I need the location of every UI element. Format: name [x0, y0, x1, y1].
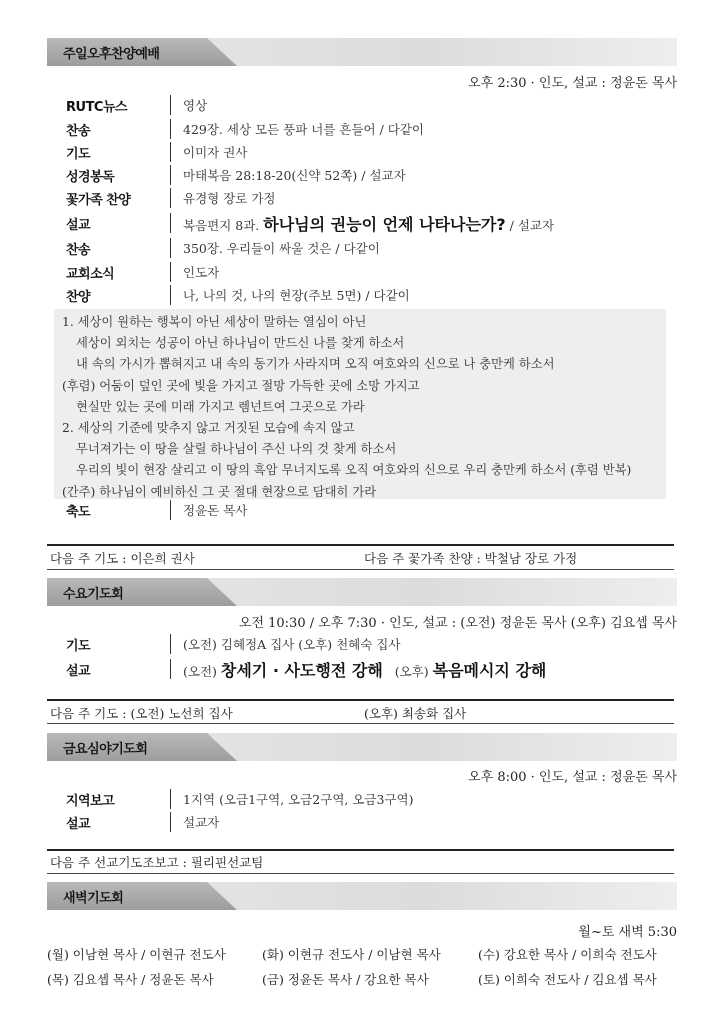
dawn-schedule-cell: (월) 이남현 목사 / 이현규 전도사 [47, 947, 226, 962]
row-value: 정윤돈 목사 [183, 503, 248, 518]
program-row-sermon [66, 658, 546, 680]
row-key: 축도 [66, 504, 91, 520]
program-row [66, 261, 219, 283]
next-week-flower: 다음 주 꽃가족 찬양 : 박철남 장로 가정 [364, 551, 578, 566]
program-row-sermon [66, 212, 554, 234]
row-value: 설교자 [183, 815, 220, 830]
divider [170, 500, 171, 520]
divider [170, 659, 171, 679]
row-value: 이미자 권사 [183, 145, 248, 160]
divider [170, 165, 171, 185]
row-value: 1지역 (오금1구역, 오금2구역, 오금3구역) [183, 792, 414, 807]
divider [170, 213, 171, 233]
next-week-prayer: 다음 주 기도 : 이은희 권사 [50, 551, 195, 566]
lyrics-line: (간주) 하나님이 예비하신 그 곳 절대 현장으로 담대히 가라 [62, 484, 377, 499]
pm-label: (오후) [394, 663, 429, 679]
next-week-am: 다음 주 기도 : (오전) 노선희 집사 [50, 706, 233, 721]
row-value: 마태복음 28:18-20(신약 52쪽) / 설교자 [183, 168, 406, 183]
lyrics-line: 우리의 빛이 현장 살리고 이 땅의 흑암 무너지도록 오직 여호와의 신으로 우리 충만케 하소서 (후렴 반복) [76, 463, 632, 478]
row-value: 영상 [183, 98, 208, 113]
section-header-friday [47, 733, 677, 761]
lyrics-line: 세상이 외치는 성공이 아닌 하나님이 만드신 나를 찾게 하소서 [76, 336, 405, 351]
sermon-speaker: / 설교자 [509, 217, 555, 233]
dawn-schedule-cell: (토) 이희숙 전도사 / 김요셉 목사 [478, 972, 657, 987]
next-week-mission: 다음 주 선교기도조보고 : 필리핀선교팀 [50, 855, 264, 870]
lyrics-line: 현실만 있는 곳에 미래 가지고 렘넌트여 그곳으로 가라 [76, 399, 365, 414]
row-value: (오전) 김혜정A 집사 (오후) 천혜숙 집사 [183, 637, 401, 652]
program-row [66, 788, 413, 810]
program-row [66, 187, 275, 209]
row-key: 설교 [66, 663, 91, 679]
divider [170, 812, 171, 832]
divider [170, 119, 171, 139]
row-value: 나, 나의 것, 나의 현장(주보 5면) / 다같이 [183, 288, 410, 303]
program-row [66, 284, 410, 306]
service-info: 월~토 새벽 5:30 [578, 925, 677, 940]
row-key: 설교 [66, 816, 91, 832]
lyrics-box [54, 309, 666, 499]
program-row [66, 164, 406, 186]
divider [170, 238, 171, 258]
dawn-schedule-cell: (금) 정윤돈 목사 / 강요한 목사 [262, 972, 429, 987]
lyrics-line: 2. 세상의 기준에 맞추지 않고 거짓된 모습에 속지 않고 [62, 421, 355, 436]
lyrics-line: 내 속의 가시가 뽑혀지고 내 속의 동기가 사라지며 오직 여호와의 신으로 나 충만케 하소서 [76, 357, 555, 372]
divider [170, 188, 171, 208]
divider [170, 142, 171, 162]
row-key: 기도 [66, 146, 91, 162]
rule [47, 699, 674, 701]
am-label: (오전) [183, 663, 217, 679]
dawn-schedule-cell: (화) 이현규 전도사 / 이남현 목사 [262, 947, 441, 962]
program-row [66, 94, 207, 116]
lyrics-line: (후렴) 어둠이 덮인 곳에 빛을 가지고 절망 가득한 곳에 소망 가지고 [62, 378, 420, 393]
section-title: 주일오후찬양예배 [63, 47, 160, 62]
row-key: 찬송 [66, 242, 91, 258]
lyrics-line: 무너져가는 이 땅을 살릴 하나님이 주신 나의 것 찾게 하소서 [76, 442, 397, 457]
row-key: RUTC뉴스 [66, 99, 128, 115]
am-sermon-title: 창세기 · 사도행전 강해 [220, 660, 383, 680]
row-value [183, 212, 554, 235]
row-key: 기도 [66, 638, 91, 654]
row-key: 지역보고 [66, 793, 115, 809]
rule [47, 544, 674, 546]
dawn-schedule-cell: (목) 김요셉 목사 / 정윤돈 목사 [47, 972, 214, 987]
row-key: 설교 [66, 217, 91, 233]
row-value: 유경형 장로 가정 [183, 191, 276, 206]
program-row [66, 118, 424, 140]
row-value: 인도자 [183, 265, 220, 280]
program-row [66, 633, 400, 655]
section-title: 새벽기도회 [63, 891, 124, 906]
sermon-title: 하나님의 권능이 언제 나타나는가? [263, 214, 506, 234]
divider [170, 634, 171, 654]
divider [170, 95, 171, 115]
program-row [66, 499, 247, 521]
section-header-dawn [47, 882, 677, 910]
service-info: 오전 10:30 / 오후 7:30 · 인도, 설교 : (오전) 정윤돈 목사 (오후) 김요셉 목사 [238, 616, 677, 631]
service-info: 오후 2:30 · 인도, 설교 : 정윤돈 목사 [468, 76, 677, 91]
row-value: 429장. 세상 모든 풍파 너를 흔들어 / 다같이 [183, 122, 424, 137]
dawn-schedule-cell: (수) 강요한 목사 / 이희숙 전도사 [478, 947, 657, 962]
row-key: 찬양 [66, 289, 91, 305]
row-key: 꽃가족 찬양 [66, 192, 131, 208]
section-title: 수요기도회 [63, 587, 124, 602]
program-row [66, 237, 380, 259]
row-key: 성경봉독 [66, 169, 115, 185]
next-week-pm: (오후) 최송화 집사 [364, 706, 467, 721]
service-info: 오후 8:00 · 인도, 설교 : 정윤돈 목사 [468, 770, 677, 785]
row-key: 찬송 [66, 123, 91, 139]
divider [170, 789, 171, 809]
section-title: 금요심야기도회 [63, 742, 148, 757]
section-header-sunday [47, 38, 677, 66]
rule [47, 873, 674, 874]
sermon-series: 복음편지 8과. [183, 217, 260, 233]
lyrics-line: 1. 세상이 원하는 행복이 아닌 세상이 말하는 열심이 아닌 [62, 315, 367, 329]
rule [47, 723, 674, 724]
rule [47, 849, 674, 851]
row-value [183, 658, 546, 681]
program-row [66, 811, 219, 833]
rule [47, 569, 674, 570]
row-key: 교회소식 [66, 266, 115, 282]
divider [170, 262, 171, 282]
row-value: 350장. 우리들이 싸울 것은 / 다같이 [183, 241, 380, 256]
program-row [66, 141, 247, 163]
divider [170, 285, 171, 305]
section-header-wednesday [47, 578, 677, 606]
pm-sermon-title: 복음메시지 강해 [432, 660, 547, 680]
